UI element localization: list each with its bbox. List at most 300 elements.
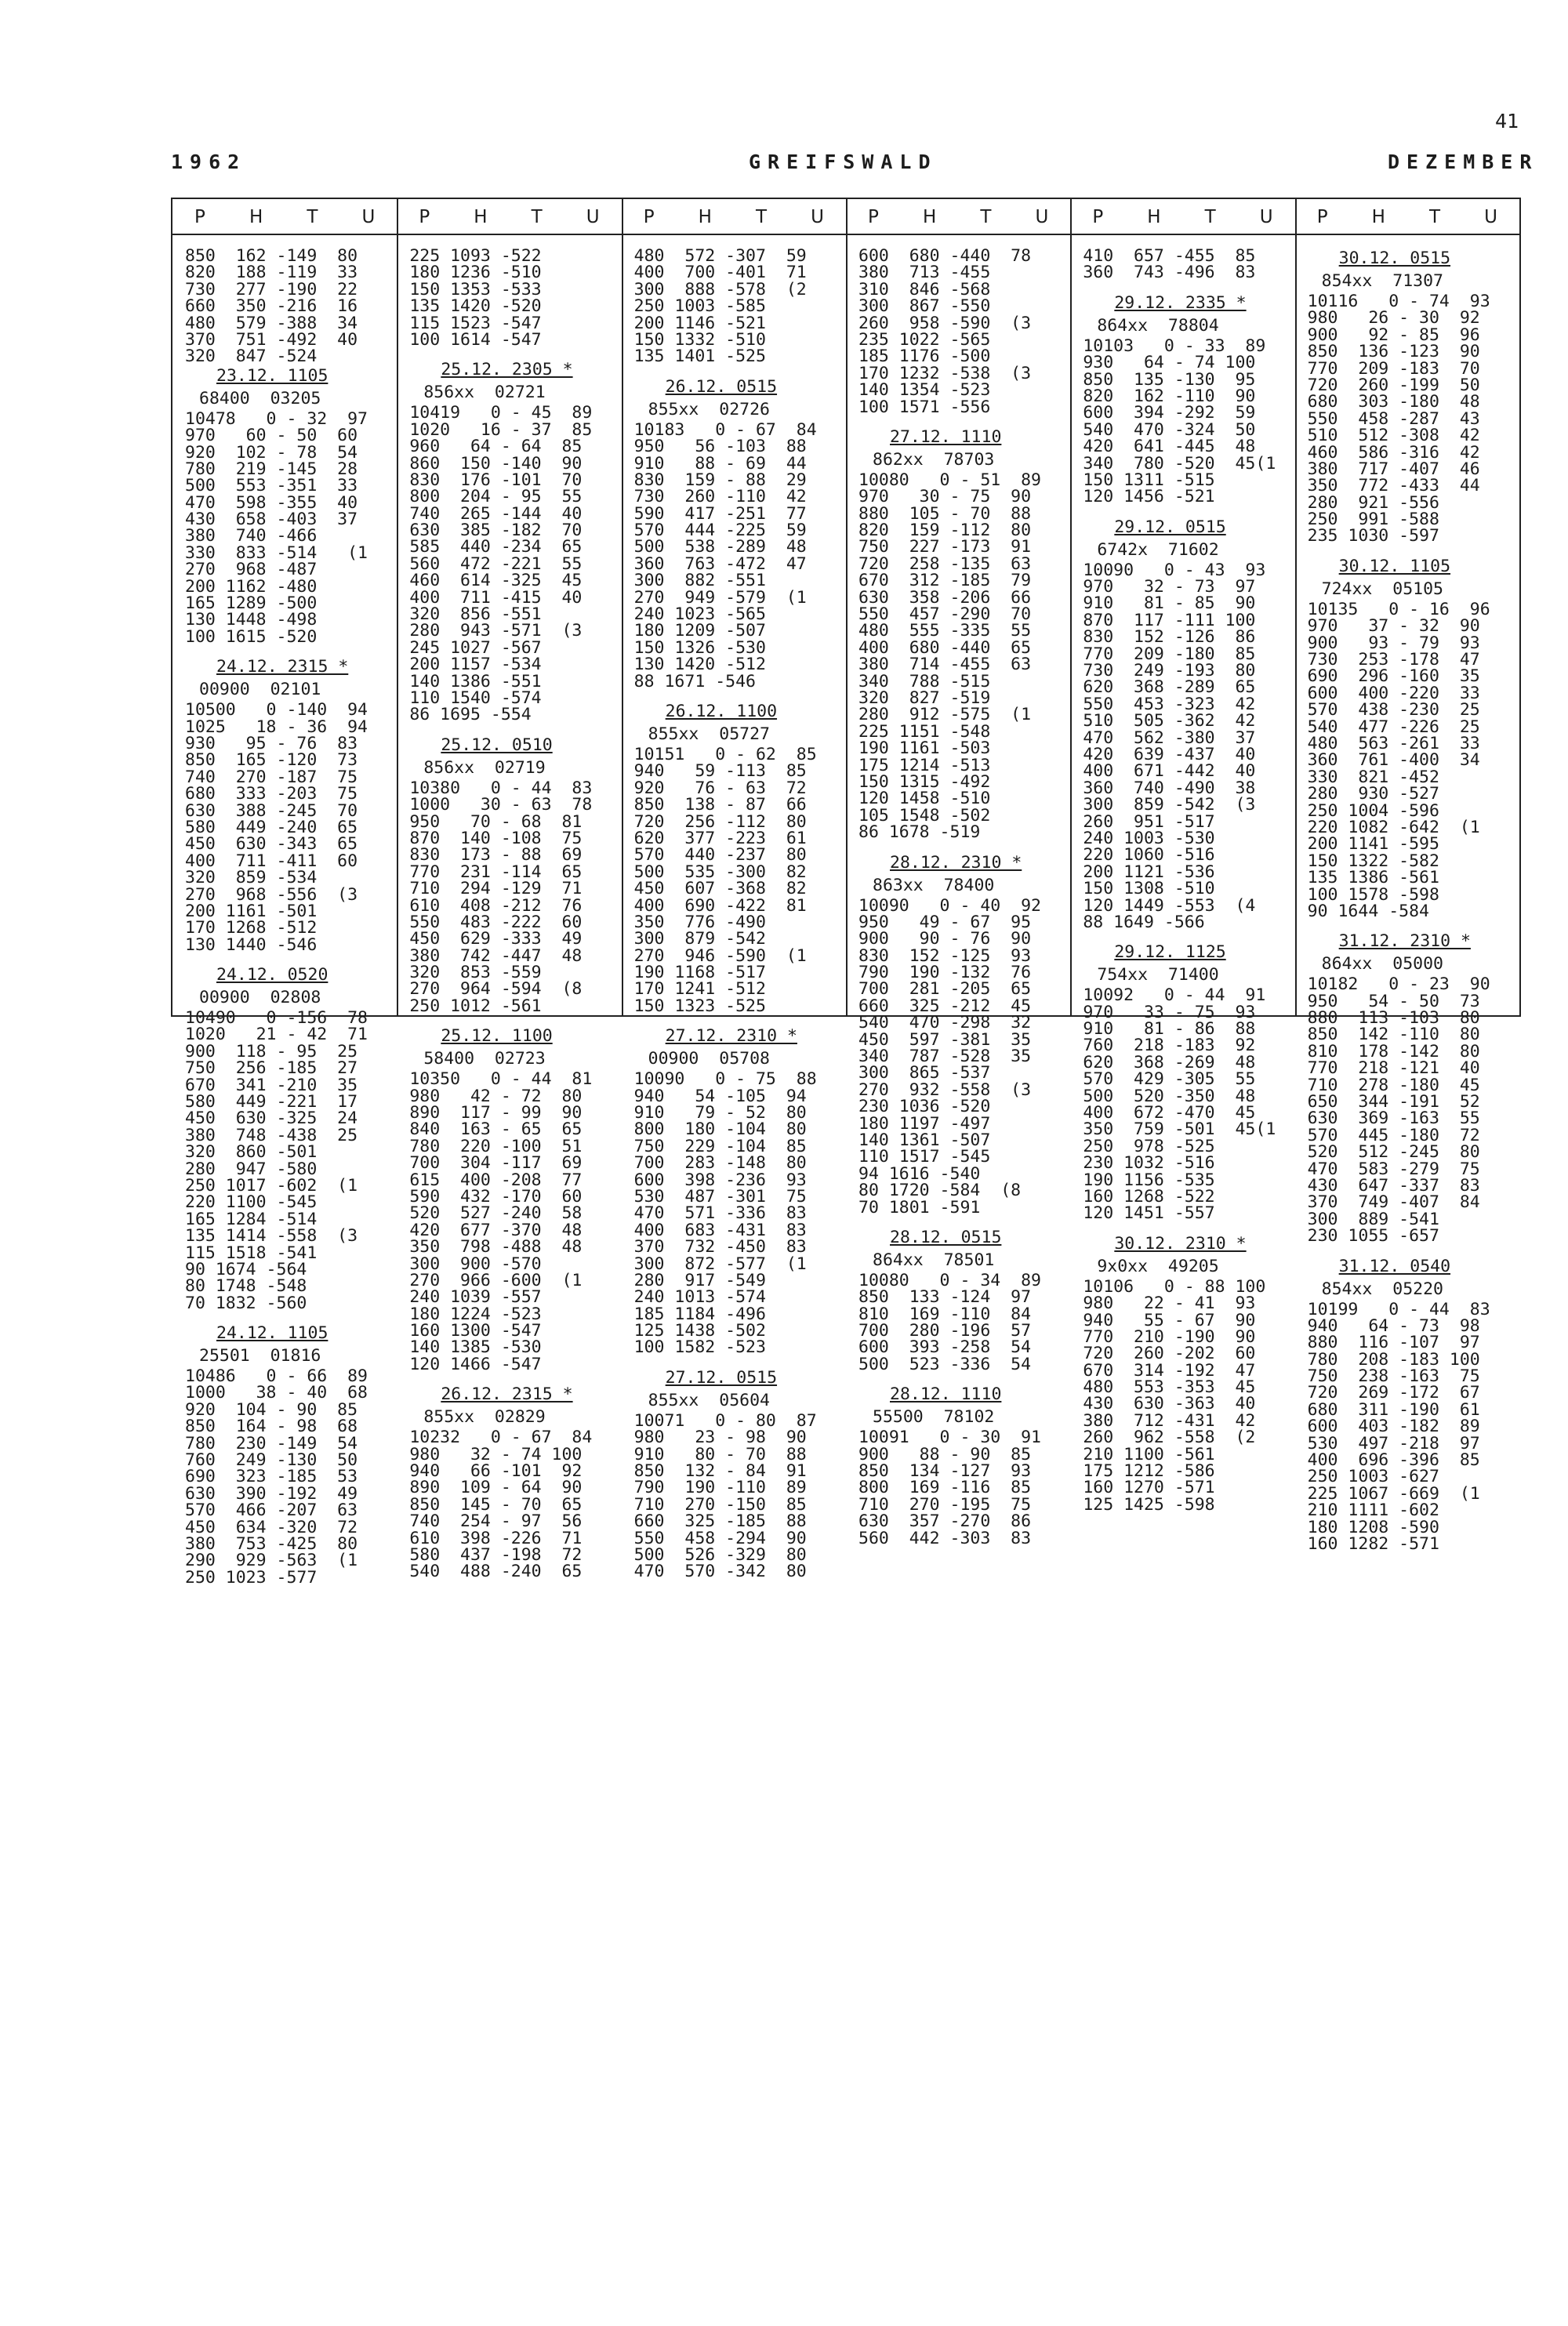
- row-spacer: [409, 1373, 592, 1384]
- sounding-date: 24.12. 0520: [216, 965, 328, 985]
- data-row: 720 256 -112 80: [633, 811, 807, 832]
- data-row: 90 1674 -564: [185, 1259, 307, 1279]
- data-row: 570 444 -225 59: [633, 521, 807, 541]
- sounding-date: 29.12. 2335 *: [1114, 292, 1247, 313]
- data-row: 380 713 -455: [858, 263, 991, 283]
- data-row: 120 1466 -547: [409, 1354, 542, 1374]
- data-row: 760 249 -130 50: [185, 1450, 358, 1471]
- sounding-date: 26.12. 2315 *: [441, 1384, 573, 1405]
- data-row: 720 260 -202 60: [1083, 1344, 1256, 1364]
- sounding-date: 27.12. 0515: [665, 1367, 778, 1388]
- data-row: 185 1176 -500: [858, 347, 991, 367]
- data-row: 500 520 -350 48: [1083, 1086, 1256, 1106]
- data-row: 550 483 -222 60: [409, 912, 583, 932]
- data-row: 300 872 -577 (1: [633, 1254, 807, 1274]
- row-spacer: [858, 841, 1041, 852]
- data-row: 615 400 -208 77: [409, 1170, 583, 1190]
- column-header-label: H: [1371, 207, 1385, 227]
- data-row: 550 458 -287 43: [1307, 408, 1480, 429]
- row-spacer: [858, 415, 1041, 426]
- data-row: 140 1361 -507: [858, 1130, 991, 1150]
- data-row: 370 749 -407 84: [1307, 1192, 1480, 1213]
- data-row: 900 93 - 79 93: [1307, 633, 1480, 653]
- data-row: 550 458 -294 90: [633, 1528, 807, 1548]
- data-row: 770 209 -180 85: [1083, 644, 1256, 664]
- sounding-date: 30.12. 2310 *: [1114, 1233, 1247, 1254]
- row-spacer: [409, 348, 592, 359]
- data-row: 10380 0 - 44 83: [409, 778, 593, 798]
- table-column: [185, 248, 368, 1586]
- data-row: 320 860 -501: [185, 1142, 318, 1163]
- data-row: 400 690 -422 81: [633, 895, 807, 916]
- data-row: 560 472 -221 55: [409, 553, 583, 574]
- data-row: 530 497 -218 97: [1307, 1433, 1480, 1453]
- row-spacer: [1083, 281, 1276, 292]
- row-spacer: [185, 1312, 368, 1323]
- data-row: 300 882 -551: [633, 571, 766, 591]
- data-row: 150 1322 -582: [1307, 851, 1439, 871]
- column-header-label: U: [1484, 207, 1497, 227]
- data-row: 200 1141 -595: [1307, 834, 1439, 855]
- data-row: 380 712 -431 42: [1083, 1410, 1256, 1431]
- data-row: 10135 0 - 16 96: [1307, 599, 1490, 619]
- data-row: 135 1401 -525: [633, 347, 766, 367]
- data-row: 120 1451 -557: [1083, 1203, 1215, 1224]
- data-row: 850 132 - 84 91: [633, 1461, 807, 1482]
- column-header-label: U: [1035, 207, 1049, 227]
- data-row: 140 1386 -551: [409, 671, 542, 691]
- column-divider: [846, 199, 848, 1015]
- data-row: 350 759 -501 45(1: [1083, 1119, 1276, 1140]
- data-row: 280 947 -580: [185, 1159, 318, 1179]
- data-row: 10080 0 - 51 89: [858, 470, 1041, 490]
- data-row: 280 943 -571 (3: [409, 621, 583, 641]
- data-row: 86 1695 -554: [409, 705, 532, 725]
- column-header-label: P: [1316, 207, 1328, 227]
- data-row: 830 159 - 88 29: [633, 470, 807, 490]
- data-row: 630 358 -206 66: [858, 587, 1032, 608]
- sounding-code: 855xx 02829: [423, 1407, 546, 1428]
- data-row: 930 95 - 76 83: [185, 733, 358, 753]
- data-row: 780 219 -145 28: [185, 459, 358, 479]
- data-row: 890 117 - 99 90: [409, 1103, 583, 1123]
- column-header-label: P: [643, 207, 655, 227]
- data-row: 660 325 -185 88: [633, 1511, 807, 1532]
- data-row: 900 118 - 95 25: [185, 1041, 358, 1061]
- data-row: 240 1013 -574: [633, 1287, 766, 1308]
- data-row: 980 23 - 98 90: [633, 1428, 807, 1448]
- data-row: 850 142 -110 80: [1307, 1025, 1480, 1045]
- data-row: 550 457 -290 70: [858, 604, 1032, 625]
- column-header-label: P: [194, 207, 205, 227]
- data-row: 130 1420 -512: [633, 655, 766, 675]
- sounding-date: 27.12. 2310 *: [665, 1026, 797, 1047]
- data-row: 470 583 -279 75: [1307, 1159, 1480, 1179]
- data-row: 850 165 -120 73: [185, 750, 358, 771]
- data-row: 165 1289 -500: [185, 593, 318, 614]
- data-row: 700 280 -196 57: [858, 1321, 1032, 1341]
- sounding-code: 855xx 05604: [648, 1390, 770, 1410]
- data-row: 950 56 -103 88: [633, 437, 807, 457]
- data-row: 135 1420 -520: [409, 296, 542, 317]
- data-row: 450 597 -381 35: [858, 1029, 1032, 1050]
- column-divider: [622, 199, 623, 1015]
- data-row: 245 1027 -567: [409, 637, 542, 658]
- data-row: 300 859 -542 (3: [1083, 795, 1256, 815]
- data-row: 360 761 -400 34: [1307, 750, 1480, 771]
- column-header-label: U: [361, 207, 376, 227]
- data-row: 660 325 -212 45: [858, 996, 1032, 1016]
- data-row: 980 22 - 41 93: [1083, 1294, 1256, 1314]
- data-row: 850 135 -130 95: [1083, 369, 1256, 390]
- data-row: 420 677 -370 48: [409, 1220, 583, 1240]
- data-row: 770 210 -190 90: [1083, 1326, 1256, 1347]
- column-header-label: T: [755, 207, 768, 227]
- data-row: 560 442 -303 83: [858, 1528, 1032, 1548]
- data-row: 730 260 -110 42: [633, 487, 807, 507]
- sounding-date: 24.12. 2315 *: [216, 657, 349, 677]
- data-row: 10232 0 - 67 84: [409, 1428, 593, 1448]
- data-row: 790 190 -110 89: [633, 1478, 807, 1498]
- data-row: 980 32 - 74 100: [409, 1444, 583, 1464]
- data-row: 750 256 -185 27: [185, 1058, 358, 1079]
- data-row: 380 742 -447 48: [409, 945, 583, 966]
- row-spacer: [634, 690, 817, 701]
- data-row: 770 231 -114 65: [409, 862, 583, 882]
- data-row: 160 1300 -547: [409, 1321, 542, 1341]
- data-row: 530 487 -301 75: [633, 1186, 807, 1207]
- row-spacer: [634, 1014, 817, 1025]
- column-divider: [397, 199, 398, 1015]
- data-row: 630 385 -182 70: [409, 521, 583, 541]
- data-row: 660 350 -216 16: [185, 296, 358, 317]
- data-row: 950 70 - 68 81: [409, 811, 583, 832]
- data-row: 260 951 -517: [1083, 811, 1215, 832]
- data-row: 120 1449 -553 (4: [1083, 895, 1256, 916]
- data-row: 620 368 -269 48: [1083, 1052, 1256, 1072]
- data-row: 10182 0 - 23 90: [1307, 974, 1490, 995]
- data-row: 320 856 -551: [409, 604, 542, 625]
- data-row: 720 260 -199 50: [1307, 375, 1480, 395]
- data-row: 680 311 -190 61: [1307, 1399, 1480, 1420]
- data-row: 270 968 -487: [185, 560, 318, 580]
- data-row: 830 152 -125 93: [858, 945, 1032, 966]
- page-number: 41: [1495, 110, 1519, 132]
- data-row: 420 639 -437 40: [1083, 744, 1256, 764]
- data-row: 150 1308 -510: [1083, 879, 1215, 899]
- data-row: 380 748 -438 25: [185, 1125, 358, 1145]
- data-row: 550 453 -323 42: [1083, 694, 1256, 714]
- data-row: 88 1649 -566: [1083, 912, 1205, 932]
- data-row: 380 740 -466: [185, 526, 318, 546]
- data-row: 190 1156 -535: [1083, 1170, 1215, 1190]
- data-row: 120 1458 -510: [858, 789, 991, 809]
- data-row: 340 788 -515: [858, 671, 991, 691]
- data-row: 670 341 -210 35: [185, 1075, 358, 1095]
- data-row: 1025 18 - 36 94: [185, 717, 368, 737]
- data-row: 10091 0 - 30 91: [858, 1428, 1041, 1448]
- data-row: 180 1224 -523: [409, 1304, 542, 1324]
- data-row: 630 390 -192 49: [185, 1483, 358, 1504]
- data-row: 10500 0 -140 94: [185, 700, 368, 720]
- data-row: 600 400 -220 33: [1307, 683, 1480, 703]
- data-row: 510 512 -308 42: [1307, 426, 1480, 446]
- data-row: 240 1039 -557: [409, 1287, 542, 1308]
- data-row: 430 658 -403 37: [185, 510, 358, 530]
- data-row: 130 1448 -498: [185, 610, 318, 630]
- data-row: 88 1671 -546: [633, 671, 756, 691]
- table-column: [858, 248, 1041, 1547]
- data-row: 850 162 -149 80: [185, 246, 358, 266]
- data-row: 940 64 - 73 98: [1307, 1315, 1480, 1336]
- data-row: 250 1023 -577: [185, 1567, 318, 1588]
- data-row: 450 630 -325 24: [185, 1109, 358, 1129]
- data-row: 800 204 - 95 55: [409, 487, 583, 507]
- data-row: 520 512 -245 80: [1307, 1142, 1480, 1163]
- data-row: 810 178 -142 80: [1307, 1041, 1480, 1061]
- data-row: 160 1268 -522: [1083, 1186, 1215, 1207]
- data-row: 320 827 -519: [858, 688, 991, 708]
- data-row: 270 949 -579 (1: [633, 587, 807, 608]
- data-row: 210 1111 -602: [1307, 1500, 1439, 1521]
- data-row: 480 579 -388 34: [185, 313, 358, 333]
- sounding-date: 31.12. 0540: [1338, 1256, 1451, 1276]
- sounding-code: 724xx 05105: [1321, 579, 1443, 599]
- data-row: 100 1571 -556: [858, 397, 991, 417]
- data-row: 10090 0 - 75 88: [633, 1069, 817, 1090]
- data-row: 300 865 -537: [858, 1063, 991, 1083]
- sounding-date: 25.12. 1100: [441, 1026, 553, 1047]
- data-row: 700 304 -117 69: [409, 1153, 583, 1174]
- data-row: 110 1540 -574: [409, 688, 542, 708]
- data-row: 160 1270 -571: [1083, 1478, 1215, 1498]
- column-divider: [1295, 199, 1297, 1015]
- data-row: 125 1438 -502: [633, 1321, 766, 1341]
- data-row: 360 740 -490 38: [1083, 778, 1256, 798]
- data-row: 600 394 -292 59: [1083, 403, 1256, 423]
- data-row: 940 66 -101 92: [409, 1461, 583, 1482]
- data-row: 250 1012 -561: [409, 996, 542, 1016]
- data-row: 900 90 - 76 90: [858, 929, 1032, 949]
- data-row: 470 570 -342 80: [633, 1562, 807, 1582]
- sounding-code: 9x0xx 49205: [1097, 1256, 1219, 1276]
- data-row: 790 190 -132 76: [858, 963, 1032, 983]
- data-row: 570 445 -180 72: [1307, 1125, 1480, 1145]
- data-row: 135 1414 -558 (3: [185, 1226, 358, 1246]
- data-row: 920 102 - 78 54: [185, 442, 358, 463]
- column-header-label: H: [474, 207, 488, 227]
- data-row: 175 1214 -513: [858, 755, 991, 775]
- data-row: 470 571 -336 83: [633, 1203, 807, 1224]
- data-row: 730 253 -178 47: [1307, 650, 1480, 670]
- data-row: 10090 0 - 40 92: [858, 895, 1041, 916]
- column-header-label: P: [1092, 207, 1104, 227]
- data-row: 230 1032 -516: [1083, 1153, 1215, 1174]
- row-spacer: [1308, 1245, 1490, 1256]
- data-row: 400 711 -411 60: [185, 851, 358, 871]
- data-row: 270 932 -558 (3: [858, 1080, 1032, 1100]
- data-row: 480 572 -307 59: [633, 246, 807, 266]
- data-row: 400 700 -401 71: [633, 263, 807, 283]
- data-row: 910 88 - 69 44: [633, 453, 807, 474]
- data-row: 580 449 -240 65: [185, 817, 358, 837]
- data-row: 360 763 -472 47: [633, 553, 807, 574]
- sounding-date: 23.12. 1105: [216, 365, 328, 386]
- data-row: 270 968 -556 (3: [185, 884, 358, 905]
- data-row: 480 563 -261 33: [1307, 733, 1480, 753]
- data-row: 940 55 - 67 90: [1083, 1310, 1256, 1330]
- data-row: 960 64 - 64 85: [409, 437, 583, 457]
- data-row: 580 449 -221 17: [185, 1092, 358, 1112]
- column-header-label: U: [811, 207, 824, 227]
- data-row: 920 76 - 63 72: [633, 778, 807, 798]
- data-row: 175 1212 -586: [1083, 1461, 1215, 1482]
- data-row: 600 680 -440 78: [858, 246, 1032, 266]
- sounding-code: 855xx 02726: [648, 399, 770, 419]
- data-row: 200 1121 -536: [1083, 862, 1215, 882]
- row-spacer: [1083, 931, 1276, 942]
- row-spacer: [634, 365, 817, 376]
- data-row: 280 930 -527: [1307, 784, 1439, 804]
- sounding-date: 30.12. 0515: [1338, 249, 1451, 268]
- column-header-label: P: [868, 207, 879, 227]
- data-row: 540 477 -226 25: [1307, 717, 1480, 737]
- data-row: 100 1582 -523: [633, 1337, 766, 1358]
- data-row: 850 136 -123 90: [1307, 342, 1480, 362]
- data-row: 830 176 -101 70: [409, 470, 583, 490]
- data-row: 225 1067 -669 (1: [1307, 1483, 1480, 1504]
- column-header-group: [397, 199, 621, 235]
- data-row: 280 921 -556: [1307, 492, 1439, 513]
- data-row: 500 526 -329 80: [633, 1545, 807, 1565]
- data-row: 880 105 - 70 88: [858, 503, 1032, 524]
- data-row: 700 281 -205 65: [858, 979, 1032, 1000]
- data-row: 970 60 - 50 60: [185, 426, 358, 446]
- data-row: 480 555 -335 55: [858, 621, 1032, 641]
- data-row: 850 133 -124 97: [858, 1287, 1032, 1308]
- data-row: 420 641 -445 48: [1083, 437, 1256, 457]
- table-column: [409, 248, 592, 1580]
- data-row: 94 1616 -540: [858, 1163, 981, 1184]
- data-row: 870 117 -111 100: [1083, 610, 1256, 630]
- data-row: 220 1082 -642 (1: [1307, 817, 1480, 837]
- column-header-label: U: [586, 207, 600, 227]
- data-row: 650 344 -191 52: [1307, 1092, 1480, 1112]
- data-row: 750 227 -173 91: [858, 537, 1032, 557]
- data-row: 250 1004 -596: [1307, 800, 1439, 821]
- data-row: 10183 0 - 67 84: [633, 419, 817, 440]
- data-row: 450 630 -343 65: [185, 834, 358, 855]
- column-header-label: H: [1147, 207, 1161, 227]
- data-row: 850 164 - 98 68: [185, 1417, 358, 1437]
- sounding-date: 29.12. 1125: [1114, 942, 1226, 963]
- data-row: 170 1241 -512: [633, 979, 766, 1000]
- data-row: 100 1578 -598: [1307, 884, 1439, 905]
- sounding-code: 855xx 05727: [648, 724, 770, 744]
- data-row: 600 398 -236 93: [633, 1170, 807, 1190]
- data-row: 290 929 -563 (1: [185, 1551, 358, 1571]
- data-row: 680 333 -203 75: [185, 784, 358, 804]
- data-row: 400 680 -440 65: [858, 637, 1032, 658]
- data-row: 500 535 -300 82: [633, 862, 807, 882]
- data-row: 690 296 -160 35: [1307, 666, 1480, 687]
- data-row: 350 772 -433 44: [1307, 476, 1480, 496]
- data-row: 10080 0 - 34 89: [858, 1270, 1041, 1290]
- data-row: 10478 0 - 32 97: [185, 408, 368, 429]
- sounding-code: 854xx 71307: [1321, 271, 1443, 291]
- sounding-date: 30.12. 1105: [1338, 556, 1451, 576]
- column-divider: [1070, 199, 1072, 1015]
- column-header-label: H: [922, 207, 937, 227]
- data-row: 820 162 -110 90: [1083, 386, 1256, 406]
- data-row: 900 92 - 85 96: [1307, 325, 1480, 345]
- data-row: 780 230 -149 54: [185, 1433, 358, 1453]
- data-row: 880 113 -103 80: [1307, 1008, 1480, 1029]
- table-column: [1308, 248, 1490, 1552]
- column-header-label: T: [980, 207, 992, 227]
- data-row: 690 323 -185 53: [185, 1467, 358, 1487]
- data-row: 225 1093 -522: [409, 246, 542, 266]
- data-row: 115 1523 -547: [409, 313, 542, 333]
- data-row: 940 54 -105 94: [633, 1086, 807, 1106]
- data-row: 970 32 - 73 97: [1083, 577, 1256, 597]
- data-row: 150 1332 -510: [633, 329, 766, 350]
- data-row: 250 1003 -585: [633, 296, 766, 317]
- data-row: 250 1003 -627: [1307, 1467, 1439, 1487]
- data-row: 10106 0 - 88 100: [1083, 1276, 1266, 1297]
- column-header-label: T: [531, 207, 543, 227]
- sounding-date: 28.12. 0515: [890, 1227, 1002, 1247]
- data-row: 10490 0 -156 78: [185, 1008, 368, 1029]
- sounding-code: 856xx 02719: [423, 757, 546, 778]
- sounding-date: 29.12. 0515: [1114, 517, 1226, 537]
- data-row: 930 64 - 74 100: [1083, 353, 1256, 373]
- data-row: 110 1517 -545: [858, 1147, 991, 1167]
- column-header-group: [1295, 199, 1519, 235]
- sounding-code: 754xx 71400: [1097, 965, 1219, 985]
- data-row: 400 711 -415 40: [409, 587, 583, 608]
- data-row: 270 966 -600 (1: [409, 1270, 583, 1290]
- data-row: 10419 0 - 45 89: [409, 403, 593, 423]
- data-row: 890 109 - 64 90: [409, 1478, 583, 1498]
- data-row: 450 607 -368 82: [633, 879, 807, 899]
- data-row: 80 1720 -584 (8: [858, 1181, 1022, 1201]
- data-row: 105 1548 -502: [858, 805, 991, 826]
- data-row: 600 393 -258 54: [858, 1337, 1032, 1358]
- data-row: 115 1518 -541: [185, 1243, 318, 1263]
- data-row: 220 1060 -516: [1083, 845, 1215, 865]
- data-row: 230 1036 -520: [858, 1097, 991, 1117]
- data-row: 10090 0 - 43 93: [1083, 560, 1266, 580]
- data-row: 300 879 -542: [633, 929, 766, 949]
- data-row: 780 208 -183 100: [1307, 1349, 1480, 1370]
- data-row: 570 466 -207 63: [185, 1500, 358, 1521]
- data-row: 540 470 -298 32: [858, 1013, 1032, 1033]
- data-row: 220 1100 -545: [185, 1192, 318, 1213]
- data-row: 770 218 -121 40: [1307, 1058, 1480, 1079]
- data-row: 600 403 -182 89: [1307, 1417, 1480, 1437]
- data-row: 70 1801 -591: [858, 1197, 981, 1217]
- data-row: 170 1232 -538 (3: [858, 363, 1032, 383]
- data-row: 500 538 -289 48: [633, 537, 807, 557]
- data-row: 165 1284 -514: [185, 1209, 318, 1229]
- data-row: 10103 0 - 33 89: [1083, 336, 1266, 356]
- data-row: 540 488 -240 65: [409, 1562, 583, 1582]
- data-row: 150 1353 -533: [409, 279, 542, 299]
- data-row: 270 946 -590 (1: [633, 945, 807, 966]
- data-row: 200 1146 -521: [633, 313, 766, 333]
- row-spacer: [1308, 545, 1490, 556]
